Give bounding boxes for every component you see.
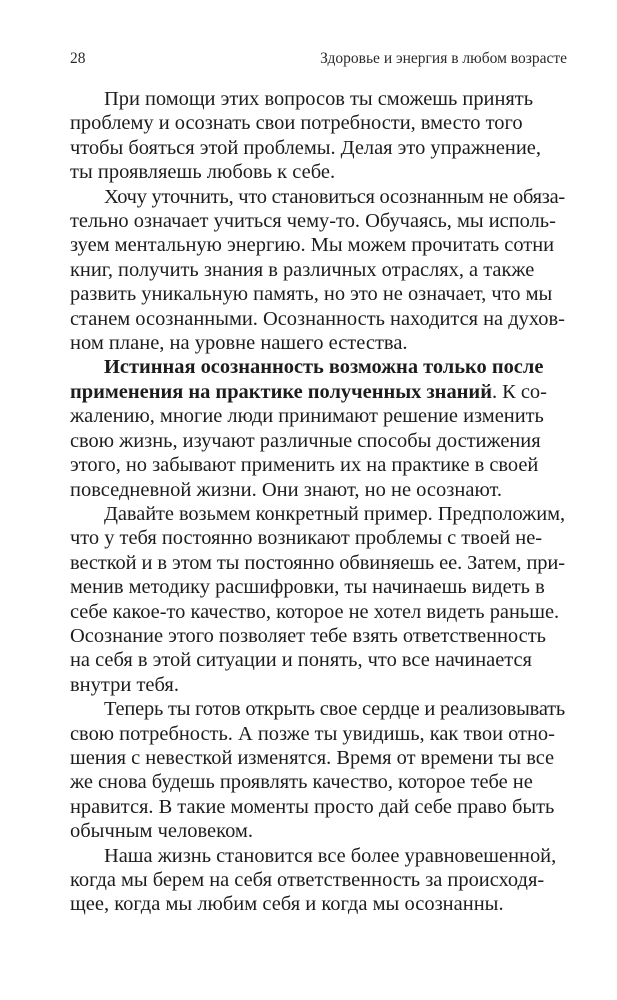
line-text: на себя в этой ситуации и понять, что все начинается <box>70 649 532 672</box>
line-text: весткой и в этом ты постоянно обвиняешь ее. Затем, при- <box>70 551 566 574</box>
line-text: внутри тебя. <box>70 673 179 696</box>
text-line <box>70 136 567 160</box>
line-text: . К со- <box>491 380 547 403</box>
paragraph <box>70 185 567 356</box>
line-content <box>104 844 556 868</box>
line-text: щее, когда мы любим себя и когда мы осознанны. <box>70 893 504 916</box>
line-content <box>70 575 545 599</box>
text-line <box>70 502 567 526</box>
page-number: 28 <box>70 50 86 67</box>
line-content <box>70 209 556 233</box>
text-line <box>70 380 567 404</box>
line-content <box>70 404 544 428</box>
text-line <box>70 160 567 184</box>
line-text: жалению, многие люди принимают решение изменить <box>70 405 544 428</box>
line-text: повседневной жизни. Они знают, но не осознают. <box>70 478 503 501</box>
text-line <box>70 355 567 379</box>
line-text: книг, получить знания в различных отраслях, а также <box>70 258 535 281</box>
line-content <box>70 453 538 477</box>
line-content <box>70 429 541 453</box>
line-content <box>70 380 547 404</box>
paragraph <box>70 502 567 697</box>
text-line <box>70 892 567 916</box>
line-text: этого, но забывают применить их на практике в своей <box>70 454 539 477</box>
text-line <box>70 282 567 306</box>
text-line <box>70 209 567 233</box>
line-content <box>70 526 542 550</box>
line-content <box>70 893 504 915</box>
line-text: развить уникальную память, но это не означает, что мы <box>70 283 553 306</box>
line-text: себе какое-то качество, которое не хотел видеть раньше. <box>70 600 560 623</box>
line-text: ты проявляешь любовь к себе. <box>70 161 336 184</box>
line-content <box>70 648 532 672</box>
line-content <box>104 697 565 721</box>
line-content <box>70 136 541 160</box>
line-content <box>104 502 565 526</box>
line-text: Теперь ты готов открыть свое сердце и реализовывать <box>104 698 565 721</box>
text-line <box>70 673 567 697</box>
bold-emphasis: применения на практике полученных знаний <box>70 380 492 403</box>
text-line <box>70 648 567 672</box>
text-line <box>70 87 567 111</box>
text-line <box>70 404 567 428</box>
line-content <box>70 820 253 842</box>
line-content <box>70 770 533 794</box>
text-line <box>70 429 567 453</box>
line-text: Наша жизнь становится все более уравновешенной, <box>104 844 557 867</box>
line-content <box>70 161 335 183</box>
paragraph <box>70 87 567 185</box>
text-line <box>70 331 567 355</box>
line-text: когда мы берем на себя ответственность за происходя- <box>70 869 545 891</box>
line-content <box>70 551 565 575</box>
line-text: же снова будешь проявлять качество, которое тебе не <box>70 771 533 794</box>
text-line <box>70 600 567 624</box>
line-text: Давайте возьмем конкретный пример. Предположим, <box>104 502 565 525</box>
line-content <box>70 258 534 282</box>
line-text: чтобы бояться этой проблемы. Делая это упражнение, <box>70 136 541 159</box>
line-content <box>70 674 179 696</box>
line-content <box>70 795 554 819</box>
text-line <box>70 868 567 892</box>
line-content <box>70 307 565 331</box>
text-line <box>70 453 567 477</box>
line-content <box>70 722 555 746</box>
paragraph <box>70 355 567 501</box>
running-title: Здоровье и энергия в любом возрасте <box>320 50 567 67</box>
line-text: ном плане, на уровне нашего естества. <box>70 332 408 355</box>
line-text: менив методику расшифровки, ты начинаешь видеть в <box>70 576 545 599</box>
body-text <box>70 87 567 917</box>
text-line <box>70 697 567 721</box>
line-content <box>70 233 554 257</box>
line-content <box>70 332 408 354</box>
line-content <box>70 868 544 892</box>
line-text: обычным человеком. <box>70 820 254 843</box>
line-content <box>104 185 565 209</box>
text-line <box>70 307 567 331</box>
line-text: станем осознанными. Осознанность находится на духов- <box>70 307 565 330</box>
text-line <box>70 746 567 770</box>
line-content <box>70 600 559 624</box>
text-line <box>70 770 567 794</box>
line-text: шения с невесткой изменятся. Время от времени ты все <box>70 746 555 769</box>
text-line <box>70 844 567 868</box>
text-line <box>70 551 567 575</box>
line-content <box>104 87 533 111</box>
line-text: зуем ментальную энергию. Мы можем прочитать сотни <box>70 234 555 257</box>
text-line <box>70 722 567 746</box>
line-text: нравится. В такие моменты просто дай себе право быть <box>70 795 555 818</box>
running-header <box>70 50 567 70</box>
line-text: свою потребность. А позже ты увидишь, как твои отно- <box>70 722 555 745</box>
line-text: тельно означает учиться чему-то. Обучаясь, мы исполь- <box>70 210 556 233</box>
line-content <box>70 624 546 648</box>
text-line <box>70 795 567 819</box>
line-content <box>104 355 543 379</box>
line-content <box>70 111 523 135</box>
text-line <box>70 233 567 257</box>
line-text: проблему и осознать свои потребности, вместо того <box>70 112 523 135</box>
text-line <box>70 258 567 282</box>
text-line <box>70 478 567 502</box>
line-text: что у тебя постоянно возникают проблемы с твоей не- <box>70 527 543 550</box>
line-content <box>70 479 502 501</box>
line-content <box>70 282 552 306</box>
line-content <box>70 746 554 770</box>
paragraph <box>70 697 567 843</box>
text-line <box>70 111 567 135</box>
text-line <box>70 819 567 843</box>
text-line <box>70 575 567 599</box>
line-text: Хочу уточнить, что становиться осознанным не обяза- <box>104 185 565 208</box>
paragraph <box>70 844 567 917</box>
line-text: Осознание этого позволяет тебе взять ответственность <box>70 624 546 647</box>
text-line <box>70 624 567 648</box>
text-line <box>70 526 567 550</box>
bold-emphasis: Истинная осознанность возможна только после <box>104 356 544 379</box>
line-text: свою жизнь, изучают различные способы достижения <box>70 429 541 452</box>
text-line <box>70 185 567 209</box>
line-text: При помощи этих вопросов ты сможешь принять <box>104 88 534 110</box>
